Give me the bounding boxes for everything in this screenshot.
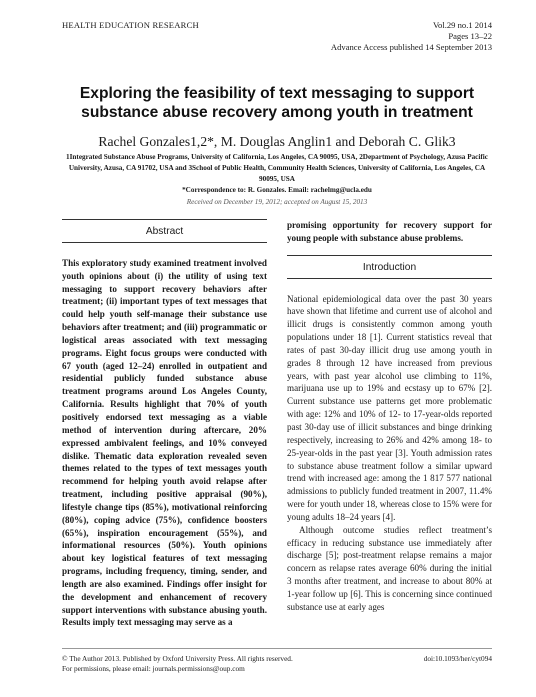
introduction-heading: Introduction (287, 255, 492, 279)
volume: Vol.29 no.1 2014 (432, 20, 492, 30)
left-column (62, 219, 267, 629)
footer-left (62, 654, 293, 674)
received-dates: Received on December 19, 2012; accepted on August 15, 2013 (186, 198, 368, 206)
footer-rule (62, 648, 492, 649)
advance-access: Advance Access published 14 September 2013 (330, 42, 492, 53)
abstract-continuation: promising opportunity for recovery support for young people with substance abuse problems. (287, 220, 492, 243)
abstract-text: This exploratory study examined treatment involved youth opinions about (i) the utility of using text messaging to support recovery behaviors after treatment; (ii) important types of text messages that could help youth self-manage their substance use behaviors after treatment; and (iii) programmatic or logistical areas associated with text messaging programs. Eight focus groups were conducted with 67 youth (aged 12–24) enrolled in outpatient and residential publicly funded substance abuse treatment programs around Los Angeles County, California. Results highlight that 70% of youth positively endorsed text messaging as a viable method of intervention during aftercare, 20% expressed ambivalent feelings, and 10% conveyed dislike. Thematic data exploration revealed seven themes related to the types of text messages youth recommend for helping youth avoid relapse after treatment, including positive appraisal (90%), lifestyle change tips (85%), motivational reinforcing (80%), coping advice (75%), confidence boosters (65%), inspiration encouragement (55%), and informational resources (50%). Youth opinions about key logistical features of text messaging programs, including frequency, timing, sender, and length are also examined. Findings offer insight for the development and enhancement of recovery support interventions with substance abusing youth. Results imply text messaging may serve as a (62, 257, 267, 628)
article-title: Exploring the feasibility of text messaging to support substance abuse recovery among youth in treatment (79, 85, 475, 121)
introduction-text (287, 293, 492, 614)
copyright: © The Author 2013. Published by Oxford University Press. All rights reserved. (62, 654, 293, 663)
authors: Rachel Gonzales1,2*, M. Douglas Anglin1 and Deborah C. Glik3 (98, 134, 456, 149)
abstract-heading: Abstract (62, 219, 267, 243)
permissions: For permissions, please email: journals.permissions@oup.com (62, 664, 245, 673)
journal-name: HEALTH EDUCATION RESEARCH (62, 20, 199, 30)
pages: Pages 13–22 (448, 31, 492, 42)
intro-paragraph-1: National epidemiological data over the past 30 years have shown that lifetime and current use of alcohol and illicit drugs is consistently common among youth populations under 18 [1]. Current statistics reveal that rates of past 30-day illicit drug use among youth in grades 8 through 12 have increased from previous years, with past year alcohol use climbing to 11%, marijuana use up to 19% and ecstasy up to 67% [2]. Current substance use patterns get more problematic with age: 12% and 10% of 12- to 17-year-olds reported past 30-day use of illicit substances and binge drinking respectively, increasing to 26% and 42% among 18- to 25-year-olds in the past year [3]. Youth admission rates to substance abuse treatment follow a similar upward trend with increased age: among the 1 817 577 national admissions to publicly funded treatment in 2007, 11.4% were for youth under 18, whereas close to 15% were for young adults 18–24 years [4]. (287, 293, 492, 522)
intro-paragraph-2: Although outcome studies reflect treatment’s efficacy in reducing substance use immediately after discharge [5]; post-treatment relapse remains a major concern as relapse rates average 60% during the initial 3 months after treatment, and increase to about 80% at 1-year follow up [6]. This is concerning since continued substance use at early ages (287, 524, 492, 612)
affiliations: 1Integrated Substance Abuse Programs, University of California, Los Angeles, CA 90095, USA, 2Department of Psychology, Azusa Pacific University, Azusa, CA 91702, USA and 3School of Public Health, Community Health Sciences, University of California, Los Angeles, CA 90095, USA (66, 153, 488, 183)
issue-info (331, 20, 492, 54)
doi: doi:10.1093/her/cyt094 (423, 654, 492, 663)
right-column (287, 219, 492, 614)
correspondence: *Correspondence to: R. Gonzales. Email: rachelmg@ucla.edu (182, 186, 372, 194)
